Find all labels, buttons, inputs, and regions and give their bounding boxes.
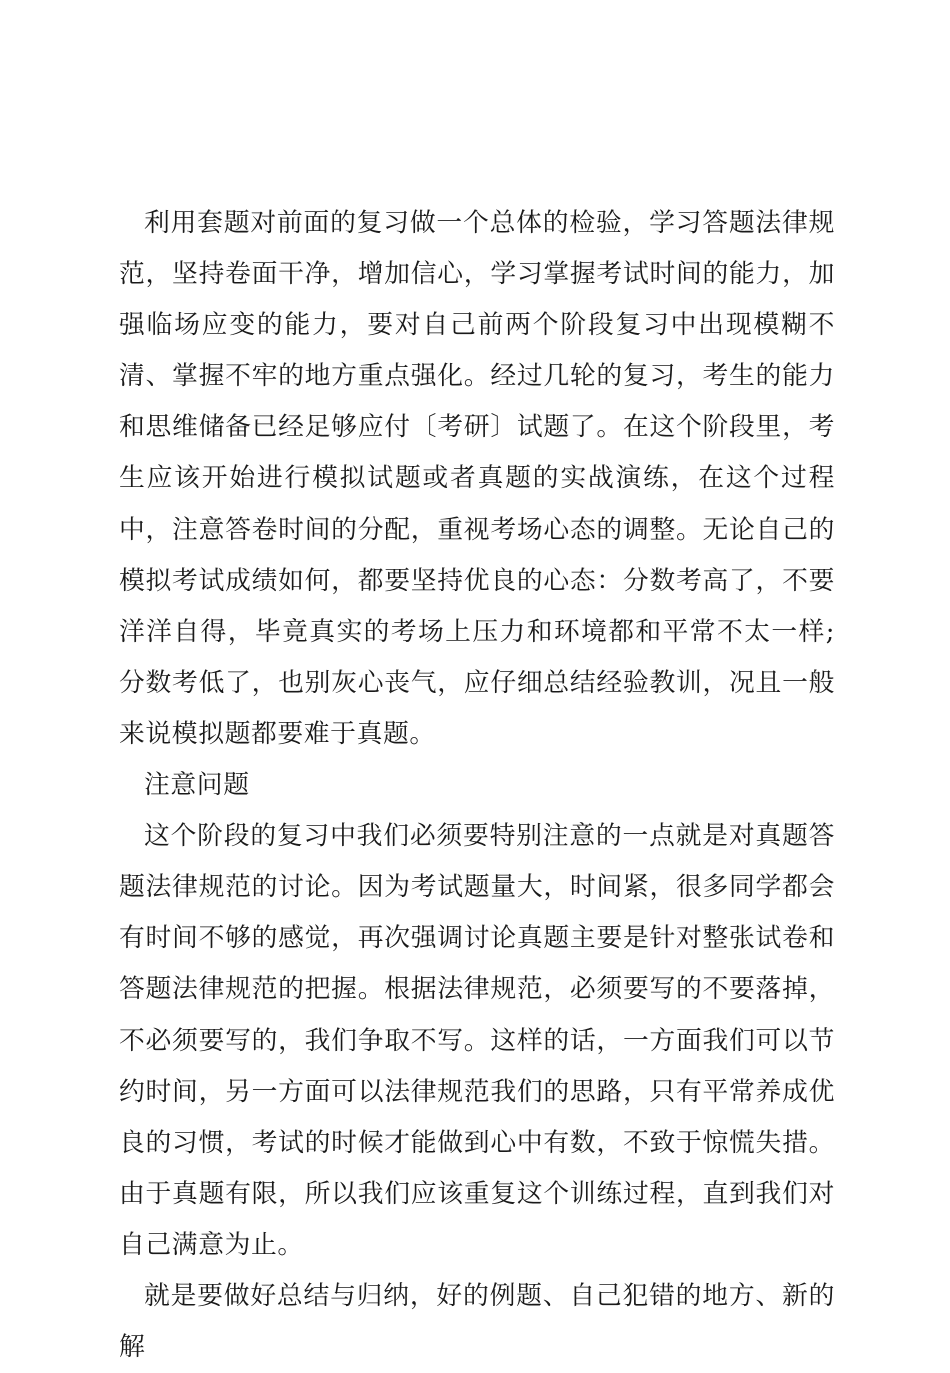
paragraph-review-mock-exams: 利用套题对前面的复习做一个总体的检验，学习答题法律规范，坚持卷面干净，增加信心，学习掌握考试时间的能力，加强临场应变的能力，要对自己前两个阶段复习中出现模糊不清、掌握不牢的地方重点强化。经过几轮的复习，考生的能力和思维储备已经足够应付〔考研〕试题了。在这个阶段里，考生应该开始进行模拟试题或者真题的实战演练，在这个过程中，注意答卷时间的分配，重视考场心态的调整。无论自己的模拟考试成绩如何，都要坚持优良的心态：分数考高了，不要洋洋自得，毕竟真实的考场上压力和环境都和平常不太一样;分数考低了，也别灰心丧气，应仔细总结经验教训，况且一般来说模拟题都要难于真题。 — [119, 208, 835, 749]
paragraph-summary: 就是要做好总结与归纳，好的例题、自己犯错的地方、新的解 — [119, 1280, 835, 1363]
document-body — [119, 198, 835, 1373]
paragraph-real-exam-norms: 这个阶段的复习中我们必须要特别注意的一点就是对真题答题法律规范的讨论。因为考试题量大，时间紧，很多同学都会有时间不够的感觉，再次强调讨论真题主要是针对整张试卷和答题法律规范的把握。根据法律规范，必须要写的不要落掉，不必须要写的，我们争取不写。这样的话，一方面我们可以节约时间，另一方面可以法律规范我们的思路，只有平常养成优良的习惯，考试的时候才能做到心中有数，不致于惊慌失措。由于真题有限，所以我们应该重复这个训练过程，直到我们对自己满意为止。 — [119, 821, 835, 1260]
section-heading-attention: 注意问题 — [144, 770, 250, 801]
